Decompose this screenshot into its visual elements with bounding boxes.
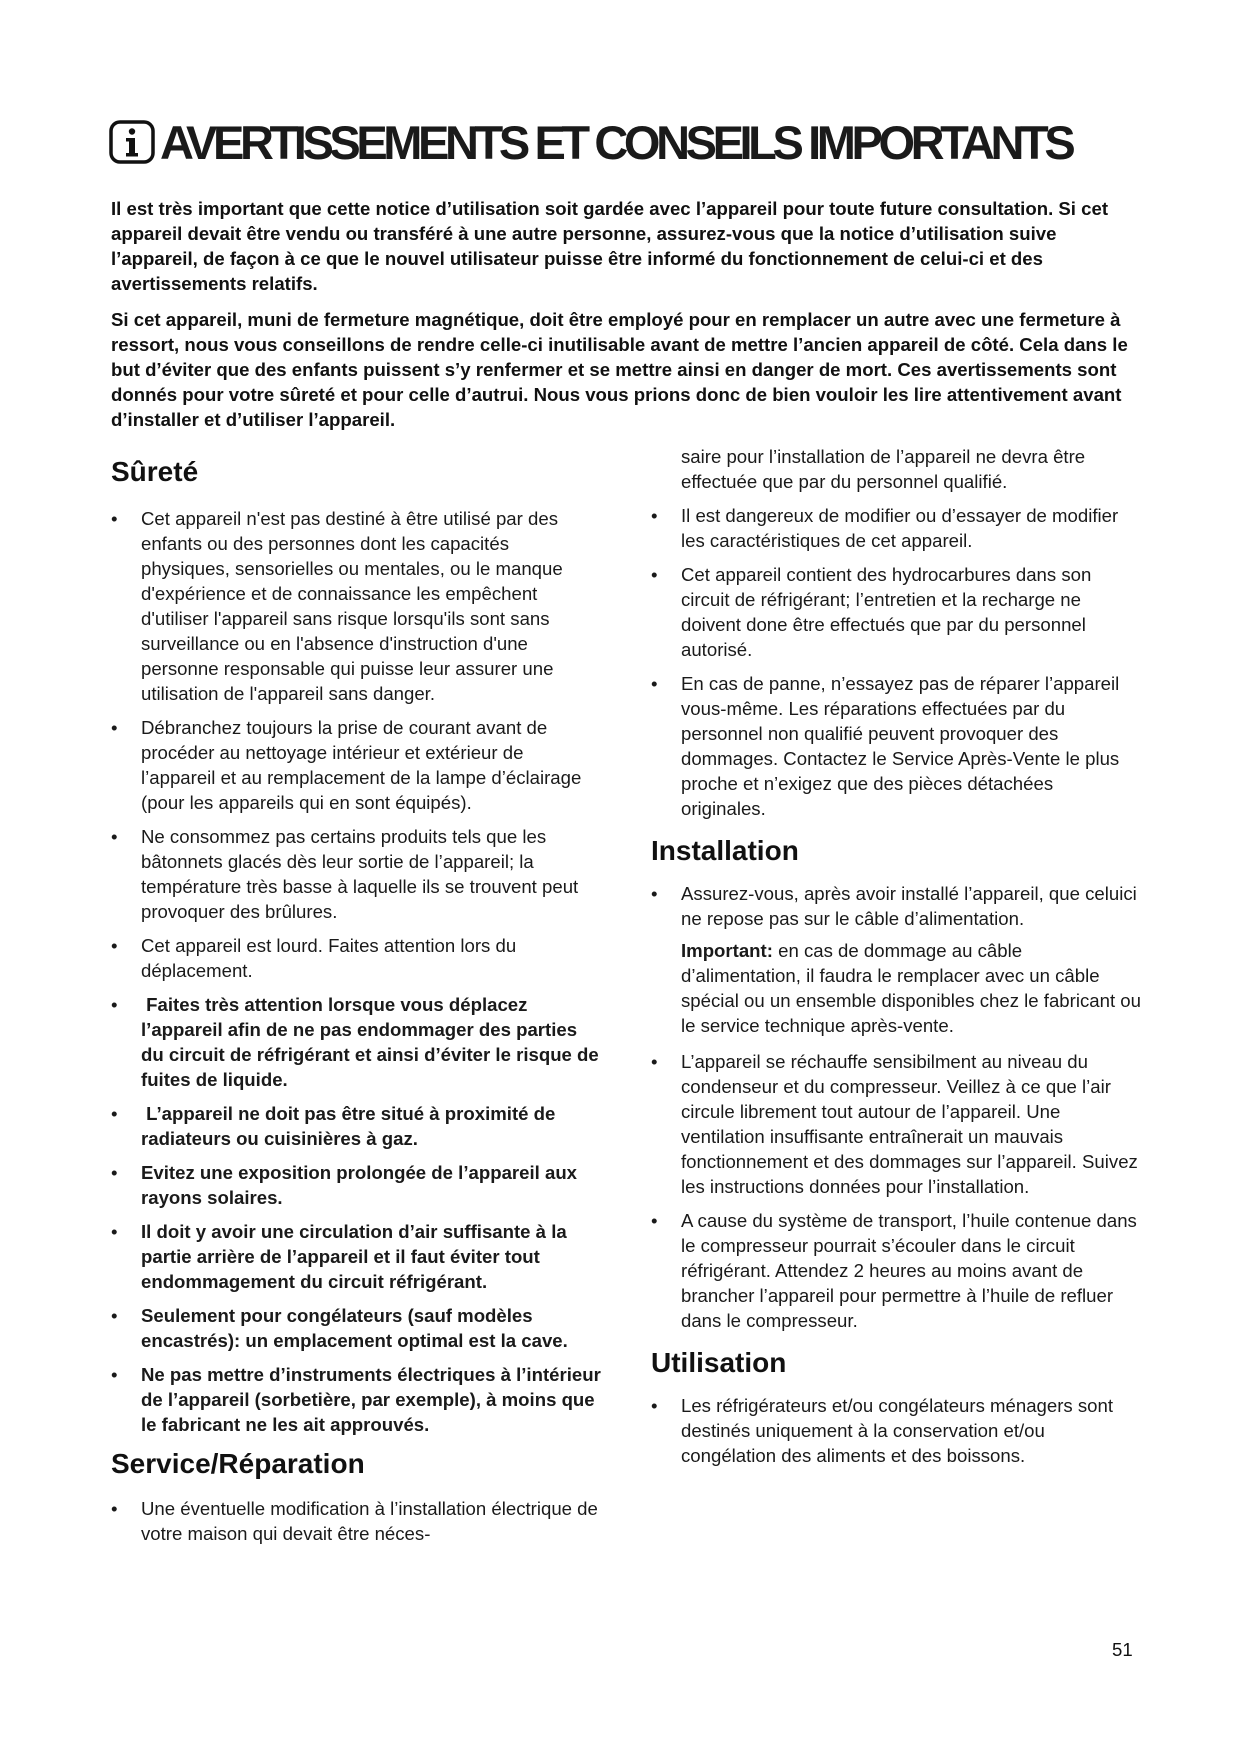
list-item: • En cas de panne, n’essayez pas de réparer l’appareil vous-même. Les réparations effectuées par du personnel non qualifié peuvent provoquer des dommages. Contactez le Service Après-Vente le plus proche et n’exigez que des pièces détachées originales. bbox=[651, 673, 1120, 819]
list-item: • Ne pas mettre d’instruments électriques à l’intérieur de l’appareil (sorbetière, par exemple), à moins que le fabricant ne les ait approuvés. bbox=[111, 1364, 601, 1435]
intro-paragraph: Il est très important que cette notice d’utilisation soit gardée avec l’appareil pour toute future consultation. Si cet appareil devait être vendu ou transféré à une autre personne, assurez-vous que la notice d’utilisation suive l’appareil, de façon à ce que le nouvel utilisateur puisse être informé du fonctionnement de celui-ci et des avertissements relatifs. bbox=[111, 198, 1109, 294]
bullet: • bbox=[111, 1103, 118, 1124]
bullet: • bbox=[651, 1051, 658, 1072]
list-item: • A cause du système de transport, l’huile contenue dans le compresseur pourrait s’écouler dans le circuit réfrigérant. Attendez 2 heures au moins avant de brancher l’appareil pour permettre à l’huile de refluer dans le compresseur. bbox=[651, 1210, 1137, 1331]
important-note bbox=[651, 938, 1141, 1038]
list-item: • Débranchez toujours la prise de courant avant de procéder au nettoyage intérieur et extérieur de l’appareil et au remplacement de la lampe d’éclairage (pour les appareils qui en sont équipés). bbox=[111, 717, 582, 813]
bullet: • bbox=[111, 1162, 118, 1183]
intro bbox=[111, 196, 1131, 443]
important-label: Important: bbox=[681, 940, 773, 961]
service-item-continued: saire pour l’installation de l’appareil ne devra être effectuée que par du personnel qualifié. bbox=[681, 446, 1086, 492]
bullet: • bbox=[651, 673, 658, 694]
heading-utilisation: Utilisation bbox=[651, 1347, 787, 1378]
bullet: • bbox=[651, 564, 658, 585]
list-item: • Une éventuelle modification à l’installation électrique de votre maison qui devait être néces- bbox=[111, 1498, 598, 1544]
right-column bbox=[651, 446, 1141, 1477]
bullet: • bbox=[111, 1221, 118, 1242]
important-text: en cas de dommage au câble d’alimentation, il faudra le remplacer avec un câble spécial ou un ensemble disponibles chez le fabricant ou le service technique après-vente. bbox=[681, 940, 1141, 1036]
list-item: • Ne consommez pas certains produits tels que les bâtonnets glacés dès leur sortie de l’appareil; la température très basse à laquelle ils se trouvent peut provoquer des brûlures. bbox=[111, 826, 579, 922]
list-item: • Il doit y avoir une circulation d’air suffisante à la partie arrière de l’appareil et il faut éviter tout endommagement du circuit réfrigérant. bbox=[111, 1221, 567, 1292]
heading-installation: Installation bbox=[651, 835, 799, 866]
title-row bbox=[108, 112, 1138, 172]
list-item: • Assurez-vous, après avoir installé l’appareil, que celuici ne repose pas sur le câble d’alimentation. bbox=[651, 883, 1137, 929]
bullet: • bbox=[111, 994, 118, 1015]
bullet: • bbox=[111, 826, 118, 847]
list-item: • Seulement pour congélateurs (sauf modèles encastrés): un emplacement optimal est la cave. bbox=[111, 1305, 568, 1351]
list-item: • Faites très attention lorsque vous déplacez l’appareil afin de ne pas endommager des parties du circuit de réfrigérant et ainsi d’éviter le risque de fuites de liquide. bbox=[111, 994, 599, 1090]
utilisation-list bbox=[651, 1393, 1141, 1468]
list-item: • Cet appareil n'est pas destiné à être utilisé par des enfants ou des personnes dont les capacités physiques, sensorielles ou mentales, ou le manque d'expérience et de connaissance les empêchent d'utiliser l'appareil sans risque lorsqu'ils sont sans surveillance ou en l'absence d'instruction d'une personne responsable qui puisse leur assurer une utilisation de l'appareil sans danger. bbox=[111, 508, 563, 704]
list-item: • Cet appareil contient des hydrocarbures dans son circuit de réfrigérant; l’entretien et la recharge ne doivent done être effectués que par du personnel autorisé. bbox=[651, 564, 1092, 660]
bullet: • bbox=[651, 505, 658, 526]
heading-surete: Sûreté bbox=[111, 456, 199, 487]
bullet: • bbox=[111, 1305, 118, 1326]
bullet: • bbox=[111, 1498, 118, 1519]
installation-list-more bbox=[651, 1049, 1141, 1333]
service-list-continued bbox=[651, 503, 1141, 821]
bullet: • bbox=[651, 1210, 658, 1231]
heading-service: Service/Réparation bbox=[111, 1448, 365, 1479]
list-item: • Evitez une exposition prolongée de l’appareil aux rayons solaires. bbox=[111, 1162, 578, 1208]
bullet: • bbox=[111, 717, 118, 738]
surete-list bbox=[111, 506, 601, 1437]
service-list bbox=[111, 1496, 601, 1546]
installation-list bbox=[651, 881, 1141, 931]
intro-paragraph: Si cet appareil, muni de fermeture magnétique, doit être employé pour en remplacer un autre avec une fermeture à ressort, nous vous conseillons de rendre celle-ci inutilisable avant de mettre l’ancien appareil de côté. Cela dans le but d’éviter que des enfants puissent s’y renfermer et se mettre ainsi en danger de mort. Ces avertissements sont donnés pour votre sûreté et pour celle d’autrui. Nous vous prions donc de bien vouloir les lire attentivement avant d’installer et d’utiliser l’appareil. bbox=[111, 309, 1128, 430]
list-item: • L’appareil se réchauffe sensibilment au niveau du condenseur et du compresseur. Veillez à ce que l’air circule librement tout autour de l’appareil. Une ventilation insuffisante entraînerait un mauvais fonctionnement et des dommages sur l’appareil. Suivez les instructions données pour l’installation. bbox=[651, 1051, 1138, 1197]
bullet: • bbox=[111, 508, 118, 529]
page-title: AVERTISSEMENTS ET CONSEILS IMPORTANTS bbox=[160, 115, 1072, 169]
bullet: • bbox=[651, 883, 658, 904]
list-item: • Il est dangereux de modifier ou d’essayer de modifier les caractéristiques de cet appareil. bbox=[651, 505, 1119, 551]
list-item: • Les réfrigérateurs et/ou congélateurs ménagers sont destinés uniquement à la conservation et/ou congélation des aliments et des boissons. bbox=[651, 1395, 1114, 1466]
bullet: • bbox=[111, 1364, 118, 1385]
list-item: • Cet appareil est lourd. Faites attention lors du déplacement. bbox=[111, 935, 517, 981]
bullet: • bbox=[651, 1395, 658, 1416]
list-item: • L’appareil ne doit pas être situé à proximité de radiateurs ou cuisinières à gaz. bbox=[111, 1103, 556, 1149]
left-column bbox=[111, 452, 601, 1555]
bullet: • bbox=[111, 935, 118, 956]
info-icon bbox=[108, 118, 156, 166]
page-number: 51 bbox=[1112, 1639, 1133, 1660]
